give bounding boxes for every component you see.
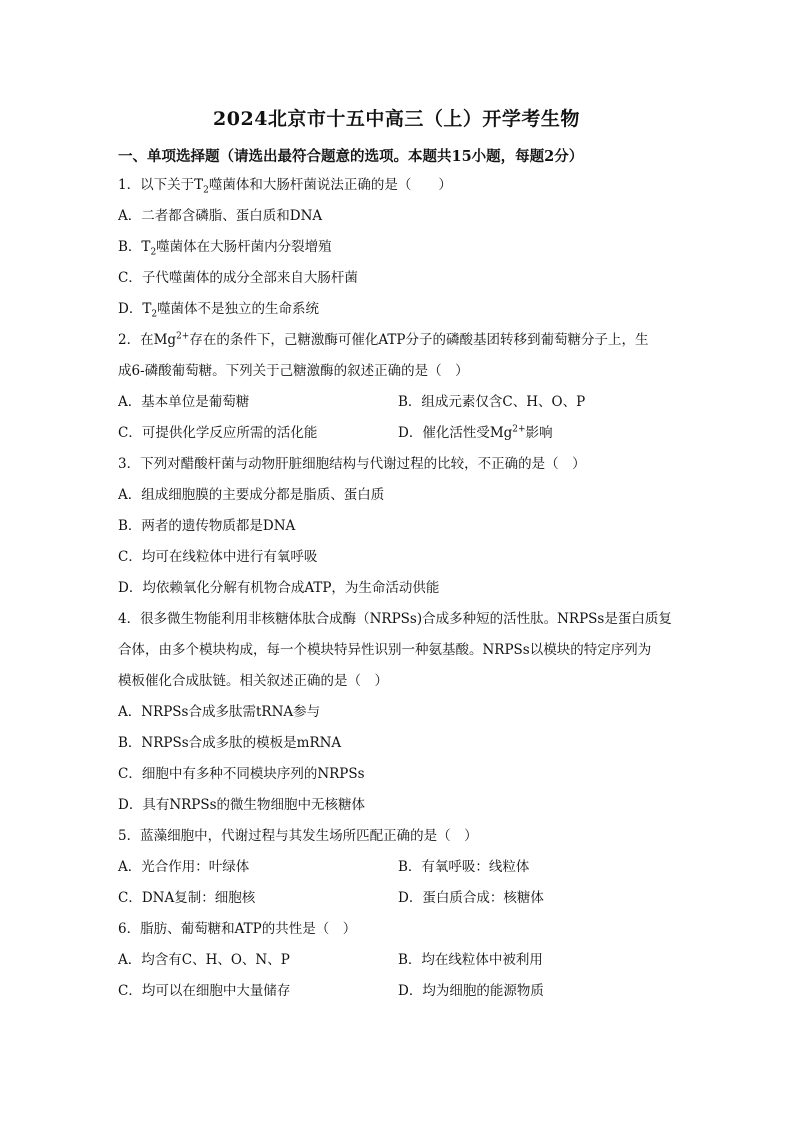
question-5-option-c: C．DNA复制：细胞核 — [118, 890, 256, 906]
question-5-stem: 5．蓝藻细胞中，代谢过程与其发生场所匹配正确的是（ ） — [118, 828, 478, 844]
section-heading: 一、单项选择题（请选出最符合题意的选项。本题共15小题，每题2分） — [118, 148, 584, 165]
question-2-stem-line2: 成6-磷酸葡萄糖。下列关于己糖激酶的叙述正确的是（ ） — [118, 363, 469, 379]
question-4-option-b: B．NRPSs合成多肽的模板是mRNA — [118, 735, 342, 751]
question-3-option-b: B．两者的遗传物质都是DNA — [118, 518, 296, 534]
question-6-option-b: B．均在线粒体中被利用 — [398, 952, 543, 968]
question-6-stem: 6．脂肪、葡萄糖和ATP的共性是（ ） — [118, 921, 357, 937]
question-2-option-a: A．基本单位是葡萄糖 — [118, 394, 250, 410]
question-2-option-d: D．催化活性受$Mg^{2+}$影响 — [398, 424, 553, 441]
question-4-option-d: D．具有NRPSs的微生物细胞中无核糖体 — [118, 797, 366, 813]
question-6-option-c: C．均可以在细胞中大量储存 — [118, 983, 291, 999]
question-2-option-c: C．可提供化学反应所需的活化能 — [118, 425, 318, 441]
question-4-stem-line2: 合体，由多个模块构成，每一个模块特异性识别一种氨基酸。NRPSs以模块的特定序列为 — [118, 642, 652, 658]
question-5-option-b: B．有氧呼吸：线粒体 — [398, 859, 530, 875]
question-1-option-b: B．$T_2$噬菌体在大肠杆菌内分裂增殖 — [118, 239, 332, 258]
question-4-option-a: A．NRPSs合成多肽需tRNA参与 — [118, 704, 321, 720]
question-4-stem-line3: 模板催化合成肽链。相关叙述正确的是（ ） — [118, 673, 388, 689]
question-1-option-d: D．$T_2$噬菌体不是独立的生命系统 — [118, 301, 320, 320]
question-4-stem-line1: 4．很多微生物能利用非核糖体肽合成酶（NRPSs)合成多种短的活性肽。NRPSs是蛋白质复 — [118, 611, 672, 627]
question-2-option-b: B．组成元素仅含C、H、O、P — [398, 394, 586, 410]
question-3-stem: 3．下列对醋酸杆菌与动物肝脏细胞结构与代谢过程的比较，不正确的是（ ） — [118, 456, 586, 472]
question-3-option-d: D．均依赖氧化分解有机物合成ATP，为生命活动供能 — [118, 580, 440, 596]
question-3-option-a: A．组成细胞膜的主要成分都是脂质、蛋白质 — [118, 487, 385, 503]
question-6-option-a: A．均含有C、H、O、N、P — [118, 952, 290, 968]
question-2-stem-line1: 2．在$Mg^{2+}$存在的条件下，己糖激酶可催化ATP分子的磷酸基团转移到葡萄糖分子上，生 — [118, 331, 649, 348]
page-title: 2024北京市十五中高三（上）开学考生物 — [213, 108, 580, 130]
question-5-option-a: A．光合作用：叶绿体 — [118, 859, 250, 875]
question-4-option-c: C．细胞中有多种不同模块序列的NRPSs — [118, 766, 365, 782]
question-1-stem: 1．以下关于$T_2$噬菌体和大肠杆菌说法正确的是（ ） — [118, 177, 452, 196]
question-6-option-d: D．均为细胞的能源物质 — [398, 983, 544, 999]
question-5-option-d: D．蛋白质合成：核糖体 — [398, 890, 544, 906]
question-3-option-c: C．均可在线粒体中进行有氧呼吸 — [118, 549, 318, 565]
question-1-option-a: A．二者都含磷脂、蛋白质和DNA — [118, 208, 323, 224]
question-1-option-c: C．子代噬菌体的成分全部来自大肠杆菌 — [118, 270, 358, 286]
